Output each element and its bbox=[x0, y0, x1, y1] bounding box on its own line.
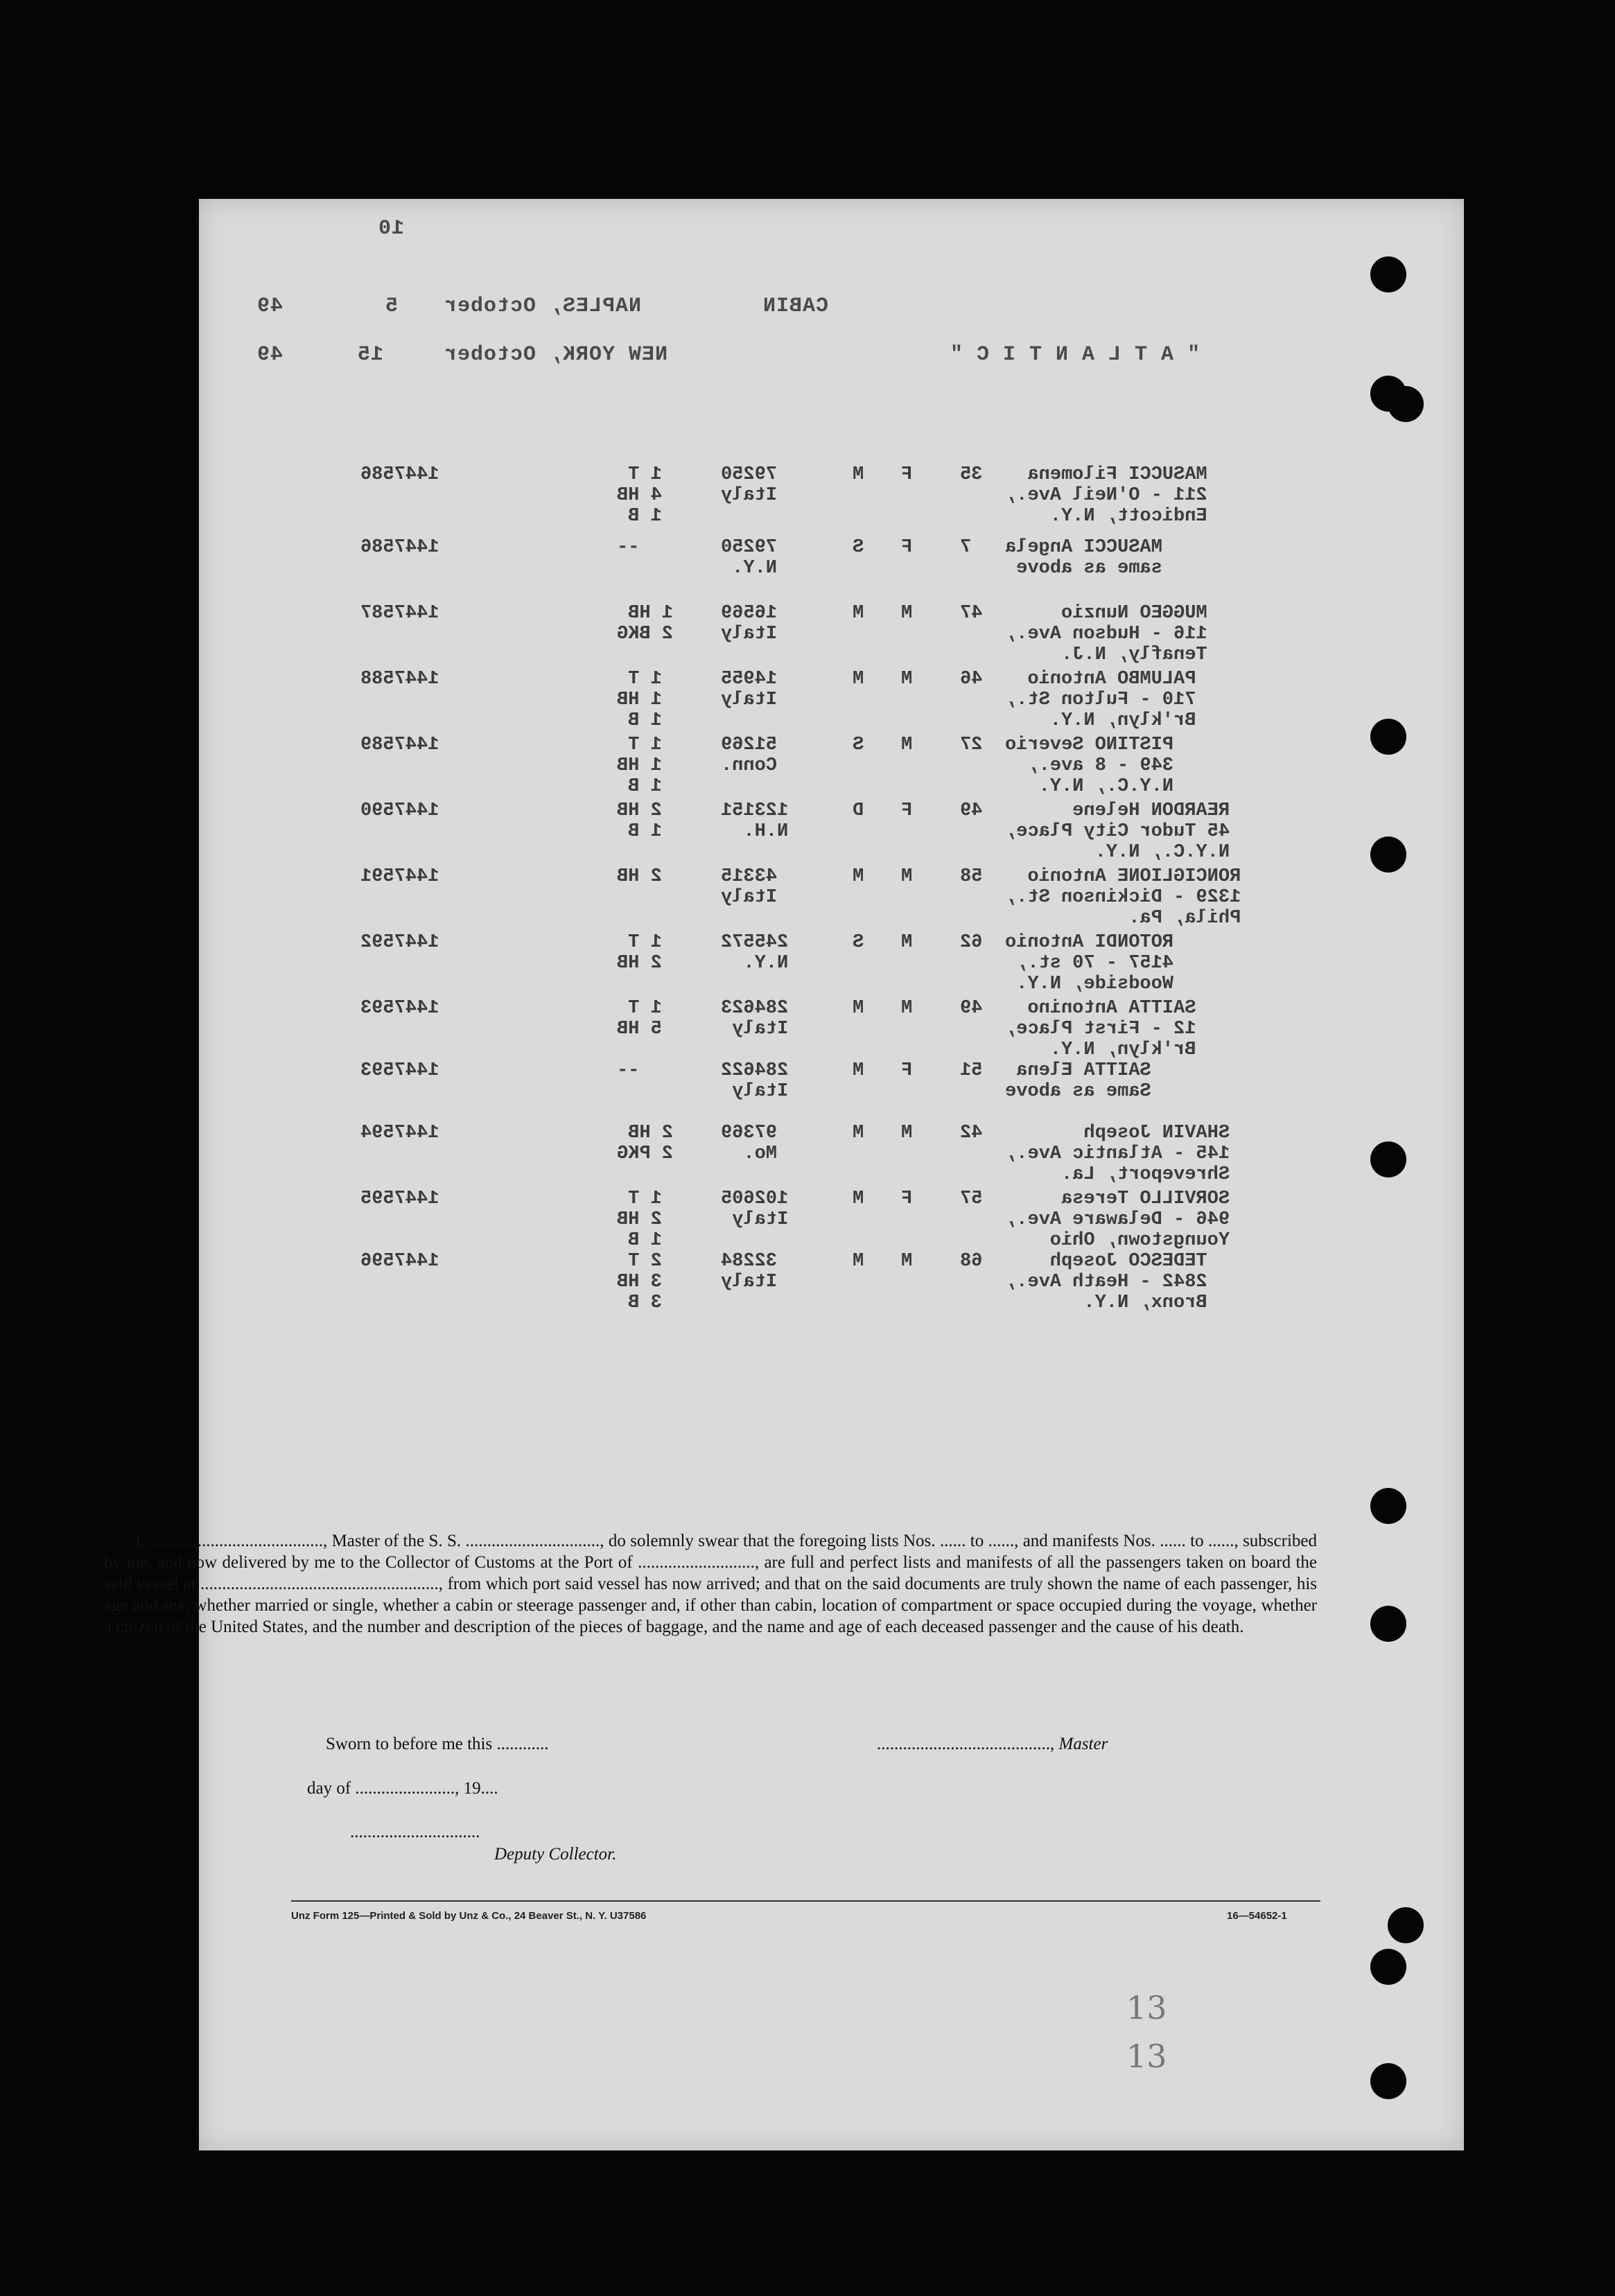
passenger-age bbox=[960, 1189, 982, 1209]
punch-hole bbox=[1370, 1141, 1406, 1177]
passenger-sex-line: M bbox=[901, 669, 913, 690]
passenger-baggage-line: -- bbox=[617, 537, 640, 558]
punch-hole bbox=[1388, 386, 1424, 422]
passenger-marital-status-line: S bbox=[853, 735, 864, 755]
sworn-line: Sworn to before me this ............ bbox=[326, 1735, 549, 1753]
passenger-name-address-line: 45 Tudor City Place, bbox=[1005, 821, 1230, 842]
passenger-ticket-line: 1447589 bbox=[360, 735, 439, 755]
passenger-age-line: 7 bbox=[960, 537, 972, 558]
passenger-marital-status-line: S bbox=[853, 932, 864, 953]
passenger-name-address-line: 710 - Fulton St., bbox=[1005, 690, 1196, 710]
passenger-baggage-line: 1 T bbox=[628, 464, 662, 485]
footer-rule bbox=[291, 1900, 1320, 1902]
passenger-sex-line: F bbox=[901, 1060, 913, 1081]
passenger-age bbox=[960, 735, 982, 755]
passenger-sex bbox=[901, 464, 912, 485]
passenger-sex bbox=[901, 800, 912, 821]
passenger-baggage-line: 2 BKG bbox=[617, 624, 674, 645]
passenger-baggage-line: 1 B bbox=[628, 1230, 662, 1251]
passenger-marital-status-line: M bbox=[853, 1060, 864, 1081]
passenger-name-address bbox=[1005, 669, 1196, 731]
header-day-2: 15 bbox=[357, 343, 384, 367]
passenger-baggage-line: 1 T bbox=[628, 998, 662, 1019]
passenger-ticket-line: 1447593 bbox=[360, 998, 439, 1019]
passenger-marital-status-line: D bbox=[853, 800, 864, 821]
passenger-sex-line: M bbox=[901, 603, 913, 624]
passenger-sex bbox=[901, 1251, 912, 1272]
passenger-sex bbox=[901, 1189, 912, 1209]
passenger-name-address-line: SAITTA Elena bbox=[1016, 1060, 1151, 1081]
passenger-document-number-line: Italy bbox=[721, 624, 778, 645]
passenger-baggage bbox=[617, 932, 662, 974]
passenger-document-number bbox=[721, 603, 777, 645]
passenger-age bbox=[960, 998, 982, 1019]
passenger-document-number bbox=[721, 1060, 788, 1102]
passenger-age bbox=[960, 537, 971, 558]
passenger-marital-status bbox=[853, 1251, 864, 1272]
passenger-age-line: 51 bbox=[960, 1060, 983, 1081]
passenger-sex-line: M bbox=[901, 932, 913, 953]
passenger-sex bbox=[901, 866, 912, 887]
passenger-name-address-line: 12 - First Place, bbox=[1005, 1019, 1196, 1040]
passenger-document-number-line: Italy bbox=[732, 1019, 789, 1040]
passenger-name-address bbox=[1005, 464, 1207, 527]
passenger-sex-line: M bbox=[901, 1123, 913, 1143]
passenger-baggage bbox=[617, 1251, 662, 1313]
passenger-document-number bbox=[721, 537, 777, 579]
passenger-sex bbox=[901, 1123, 912, 1143]
passenger-baggage-line: 1 HB bbox=[617, 690, 662, 710]
passenger-sex-line: M bbox=[901, 735, 913, 755]
passenger-age-line: 47 bbox=[960, 603, 983, 624]
passenger-name-address bbox=[1005, 932, 1173, 994]
passenger-sex-line: F bbox=[901, 800, 913, 821]
passenger-ticket bbox=[360, 464, 439, 485]
passenger-marital-status-line: M bbox=[853, 1123, 864, 1143]
passenger-baggage-line: 1 HB bbox=[628, 603, 674, 624]
passenger-ticket-line: 1447586 bbox=[360, 537, 439, 558]
page-number: 10 bbox=[378, 217, 405, 240]
passenger-name-address-line: PALUMBO Antonio bbox=[1027, 669, 1196, 690]
punch-hole bbox=[1370, 2063, 1406, 2099]
header-port-2: NEW YORK, October bbox=[444, 343, 668, 367]
passenger-document-number bbox=[721, 998, 788, 1040]
passenger-marital-status-line: M bbox=[853, 1189, 864, 1209]
passenger-baggage-line: 2 HB bbox=[628, 1123, 674, 1143]
passenger-document-number-line: 245572 bbox=[721, 932, 789, 953]
passenger-ticket bbox=[360, 1060, 439, 1081]
passenger-sex bbox=[901, 669, 912, 690]
passenger-ticket-line: 1447593 bbox=[360, 1060, 439, 1081]
passenger-name-address-line: Phila, Pa. bbox=[1128, 908, 1241, 929]
passenger-marital-status-line: M bbox=[853, 866, 864, 887]
punch-hole bbox=[1370, 1488, 1406, 1524]
passenger-document-number-line: Italy bbox=[721, 887, 778, 908]
passenger-age-line: 62 bbox=[960, 932, 983, 953]
passenger-document-number bbox=[721, 800, 788, 842]
passenger-document-number-line: 32284 bbox=[721, 1251, 778, 1272]
passenger-baggage-line: 1 HB bbox=[617, 755, 662, 776]
passenger-document-number-line: Italy bbox=[721, 485, 778, 506]
passenger-baggage bbox=[617, 735, 662, 797]
passenger-marital-status-line: M bbox=[853, 603, 864, 624]
passenger-baggage-line: 2 T bbox=[628, 1251, 662, 1272]
passenger-marital-status bbox=[853, 537, 864, 558]
passenger-name-address-line: Bronx, N.Y. bbox=[1083, 1292, 1207, 1313]
passenger-document-number-line: Mo. bbox=[743, 1143, 778, 1164]
passenger-ticket-line: 1447590 bbox=[360, 800, 439, 821]
passenger-baggage-line: 2 HB bbox=[617, 953, 662, 974]
passenger-baggage bbox=[617, 1060, 639, 1081]
passenger-document-number bbox=[721, 1251, 777, 1292]
header-year-2: 49 bbox=[256, 343, 283, 367]
passenger-sex bbox=[901, 603, 912, 624]
passenger-name-address bbox=[1005, 735, 1173, 797]
passenger-document-number-line: 43315 bbox=[721, 866, 778, 887]
passenger-age-line: 42 bbox=[960, 1123, 983, 1143]
passenger-marital-status-line: M bbox=[853, 464, 864, 485]
passenger-marital-status-line: M bbox=[853, 998, 864, 1019]
pencil-mark: 13 bbox=[1126, 1989, 1167, 2026]
passenger-ticket-line: 1447591 bbox=[360, 866, 439, 887]
passenger-baggage-line: 1 B bbox=[628, 821, 662, 842]
passenger-name-address-line: Youngstown, Ohio bbox=[1049, 1230, 1230, 1251]
passenger-name-address-line: Br'klyn, N.Y. bbox=[1049, 710, 1196, 731]
passenger-baggage bbox=[617, 603, 673, 645]
passenger-document-number-line: Italy bbox=[732, 1209, 789, 1230]
day-of-line: day of ......................., 19.... bbox=[307, 1779, 498, 1798]
passenger-ticket bbox=[360, 537, 439, 558]
passenger-name-address-line: 349 - 8 ave., bbox=[1027, 755, 1174, 776]
passenger-baggage-line: 2 HB bbox=[617, 1209, 662, 1230]
passenger-name-address-line: Woodside, N.Y. bbox=[1016, 974, 1174, 994]
passenger-document-number-line: 97369 bbox=[721, 1123, 778, 1143]
header-class: CABIN bbox=[762, 295, 829, 318]
passenger-name-address-line: Tenafly, N.J. bbox=[1061, 645, 1207, 665]
passenger-baggage bbox=[617, 1189, 662, 1251]
passenger-marital-status bbox=[853, 932, 864, 953]
declaration-text: I, ........................................, Master of the S. S. ..............................., do solemnly swear that the foregoing lists Nos. ...... to ......, and manifests Nos. ...... to ......, subscribed by me, and now delivered by me to the Collector of Customs at the Port of ..........................., are full and perfect lists and manifests of all the passengers taken on board the said vessel at ......................................................., from which port said vessel has now arrived; and that on the said documents are truly shown the name of each passenger, his age and sex, whether married or single, whether a cabin or steerage passenger and, if other than cabin, location of compartment or space occupied during the voyage, whether a citizen of the United States, and the number and description of the pieces of baggage, and the name and age of each deceased passenger and the cause of his death. bbox=[104, 1532, 1317, 1636]
passenger-name-address-line: MASUCCI Filomena bbox=[1027, 464, 1207, 485]
punch-hole bbox=[1370, 836, 1406, 873]
passenger-ticket-line: 1447587 bbox=[360, 603, 439, 624]
passenger-name-address-line: 211 - O'Neil Ave., bbox=[1005, 485, 1207, 506]
passenger-name-address-line: N.Y.C., N.Y. bbox=[1094, 842, 1230, 863]
passenger-sex bbox=[901, 537, 912, 558]
passenger-baggage-line: -- bbox=[617, 1060, 640, 1081]
passenger-document-number-line: 79250 bbox=[721, 537, 778, 558]
manifest-page bbox=[199, 199, 1464, 2150]
passenger-baggage-line: 2 PKG bbox=[617, 1143, 674, 1164]
passenger-marital-status bbox=[853, 1060, 864, 1081]
passenger-document-number-line: Conn. bbox=[721, 755, 778, 776]
passenger-name-address-line: SAITTA Antonino bbox=[1027, 998, 1196, 1019]
passenger-marital-status bbox=[853, 1189, 864, 1209]
passenger-baggage-line: 1 T bbox=[628, 932, 662, 953]
passenger-document-number bbox=[721, 464, 777, 506]
passenger-baggage-line: 5 HB bbox=[617, 1019, 662, 1040]
passenger-ticket bbox=[360, 998, 439, 1019]
passenger-name-address-line: PISTINO Severio bbox=[1005, 735, 1174, 755]
passenger-document-number-line: Italy bbox=[732, 1081, 789, 1102]
header-day-1: 5 bbox=[385, 295, 399, 318]
passenger-sex bbox=[901, 735, 912, 755]
passenger-baggage bbox=[617, 800, 662, 842]
passenger-document-number-line: N.Y. bbox=[743, 953, 789, 974]
passenger-document-number-line: 284623 bbox=[721, 998, 789, 1019]
passenger-baggage bbox=[617, 998, 662, 1040]
passenger-marital-status-line: M bbox=[853, 1251, 864, 1272]
passenger-name-address-line: 145 - Atlantic Ave., bbox=[1005, 1143, 1230, 1164]
passenger-name-address-line: 4157 - 70 st., bbox=[1016, 953, 1174, 974]
passenger-baggage bbox=[617, 537, 639, 558]
punch-hole bbox=[1370, 719, 1406, 755]
passenger-baggage-line: 1 T bbox=[628, 1189, 662, 1209]
passenger-sex-line: M bbox=[901, 1251, 913, 1272]
declaration bbox=[104, 1530, 1317, 1638]
passenger-baggage bbox=[617, 464, 662, 527]
passenger-age-line: 46 bbox=[960, 669, 983, 690]
passenger-age-line: 27 bbox=[960, 735, 983, 755]
passenger-document-number bbox=[721, 735, 777, 776]
passenger-marital-status-line: M bbox=[853, 669, 864, 690]
passenger-name-address bbox=[1005, 800, 1230, 863]
passenger-name-address bbox=[1005, 537, 1162, 579]
passenger-document-number bbox=[721, 669, 777, 710]
passenger-name-address bbox=[1005, 998, 1196, 1060]
passenger-name-address-line: SORVILLO Teresa bbox=[1061, 1189, 1230, 1209]
passenger-ticket bbox=[360, 1189, 439, 1209]
passenger-document-number-line: N.Y. bbox=[732, 558, 778, 579]
passenger-name-address-line: MASUCCI Angela bbox=[1005, 537, 1162, 558]
passenger-marital-status bbox=[853, 1123, 864, 1143]
passenger-ticket bbox=[360, 932, 439, 953]
passenger-age bbox=[960, 603, 982, 624]
passenger-name-address bbox=[1005, 1060, 1151, 1102]
ship-name: " A T L A N T I C " bbox=[950, 343, 1201, 367]
passenger-marital-status bbox=[853, 603, 864, 624]
passenger-age bbox=[960, 1251, 982, 1272]
passenger-ticket-line: 1447594 bbox=[360, 1123, 439, 1143]
passenger-document-number-line: 79250 bbox=[721, 464, 778, 485]
passenger-document-number-line: 123151 bbox=[721, 800, 789, 821]
punch-hole bbox=[1370, 256, 1406, 292]
passenger-baggage-line: 1 B bbox=[628, 776, 662, 797]
passenger-ticket bbox=[360, 1251, 439, 1272]
passenger-marital-status bbox=[853, 800, 864, 821]
passenger-ticket-line: 1447596 bbox=[360, 1251, 439, 1272]
passenger-name-address-line: Shreveport, La. bbox=[1061, 1164, 1230, 1185]
passenger-name-address-line: N.Y.C., N.Y. bbox=[1038, 776, 1174, 797]
passenger-name-address-line: 1329 - Dickinson St., bbox=[1005, 887, 1241, 908]
passenger-marital-status bbox=[853, 464, 864, 485]
passenger-age-line: 35 bbox=[960, 464, 983, 485]
passenger-document-number bbox=[721, 866, 777, 908]
passenger-document-number-line: 51269 bbox=[721, 735, 778, 755]
passenger-sex bbox=[901, 1060, 912, 1081]
passenger-sex bbox=[901, 932, 912, 953]
passenger-ticket bbox=[360, 735, 439, 755]
passenger-age bbox=[960, 800, 982, 821]
passenger-name-address-line: 946 - Delaware Ave., bbox=[1005, 1209, 1230, 1230]
passenger-name-address-line: TEDESCO Joseph bbox=[1049, 1251, 1207, 1272]
passenger-document-number bbox=[721, 1189, 788, 1230]
punch-hole bbox=[1388, 1907, 1424, 1943]
passenger-name-address-line: 2842 - Heath Ave., bbox=[1005, 1272, 1207, 1292]
passenger-document-number-line: Italy bbox=[721, 690, 778, 710]
master-signature-line bbox=[877, 1735, 1108, 1754]
passenger-sex-line: M bbox=[901, 866, 913, 887]
passenger-name-address-line: SHAVIN Joseph bbox=[1083, 1123, 1230, 1143]
passenger-age bbox=[960, 669, 982, 690]
passenger-marital-status bbox=[853, 735, 864, 755]
header-port-1: NAPLES, October bbox=[444, 295, 642, 318]
passenger-baggage-line: 1 T bbox=[628, 735, 662, 755]
passenger-ticket bbox=[360, 1123, 439, 1143]
passenger-marital-status bbox=[853, 669, 864, 690]
passenger-document-number-line: Italy bbox=[721, 1272, 778, 1292]
passenger-document-number-line: 102605 bbox=[721, 1189, 789, 1209]
passenger-ticket bbox=[360, 603, 439, 624]
passenger-document-number-line: N.H. bbox=[743, 821, 789, 842]
passenger-name-address-line: REARDON Helene bbox=[1072, 800, 1230, 821]
passenger-age bbox=[960, 1060, 982, 1081]
passenger-baggage-line: 3 B bbox=[628, 1292, 662, 1313]
passenger-name-address-line: Br'klyn, N.Y. bbox=[1049, 1040, 1196, 1060]
punch-hole bbox=[1370, 1606, 1406, 1642]
passenger-baggage bbox=[617, 669, 662, 731]
master-label: Master bbox=[1058, 1735, 1108, 1753]
passenger-age-line: 68 bbox=[960, 1251, 983, 1272]
passenger-sex-line: F bbox=[901, 1189, 913, 1209]
header-year-1: 49 bbox=[256, 295, 283, 318]
passenger-age-line: 49 bbox=[960, 800, 983, 821]
passenger-baggage-line: 4 HB bbox=[617, 485, 662, 506]
passenger-name-address bbox=[1005, 1189, 1230, 1251]
passenger-name-address bbox=[1005, 866, 1241, 929]
passenger-name-address bbox=[1005, 603, 1207, 665]
passenger-document-number-line: 284622 bbox=[721, 1060, 789, 1081]
passenger-document-number bbox=[721, 1123, 777, 1164]
passenger-marital-status bbox=[853, 998, 864, 1019]
passenger-name-address-line: ROTONDI Antonio bbox=[1005, 932, 1174, 953]
passenger-sex-line: M bbox=[901, 998, 913, 1019]
form-imprint: Unz Form 125—Printed & Sold by Unz & Co., 24 Beaver St., N. Y. U37586 bbox=[291, 1910, 647, 1922]
passenger-name-address bbox=[1005, 1123, 1230, 1185]
passenger-age-line: 58 bbox=[960, 866, 983, 887]
passenger-document-number-line: 14955 bbox=[721, 669, 778, 690]
passenger-sex-line: F bbox=[901, 464, 913, 485]
passenger-baggage-line: 1 B bbox=[628, 710, 662, 731]
master-dots: ........................................, bbox=[877, 1735, 1055, 1753]
passenger-name-address-line: 116 - Hudson Ave., bbox=[1005, 624, 1207, 645]
passenger-age bbox=[960, 866, 982, 887]
passenger-sex-line: F bbox=[901, 537, 913, 558]
passenger-age-line: 49 bbox=[960, 998, 983, 1019]
passenger-ticket bbox=[360, 866, 439, 887]
pencil-mark: 13 bbox=[1126, 2038, 1167, 2075]
punch-hole bbox=[1370, 1949, 1406, 1985]
passenger-document-number-line: 16569 bbox=[721, 603, 778, 624]
passenger-baggage-line: 1 T bbox=[628, 669, 662, 690]
passenger-ticket-line: 1447592 bbox=[360, 932, 439, 953]
passenger-baggage bbox=[617, 866, 662, 887]
form-number: 16—54652-1 bbox=[1227, 1910, 1287, 1922]
passenger-ticket-line: 1447588 bbox=[360, 669, 439, 690]
passenger-baggage-line: 2 HB bbox=[617, 866, 662, 887]
passenger-age-line: 57 bbox=[960, 1189, 983, 1209]
passenger-name-address bbox=[1005, 1251, 1207, 1313]
passenger-ticket bbox=[360, 669, 439, 690]
passenger-marital-status-line: S bbox=[853, 537, 864, 558]
passenger-ticket-line: 1447595 bbox=[360, 1189, 439, 1209]
passenger-sex bbox=[901, 998, 912, 1019]
passenger-age bbox=[960, 1123, 982, 1143]
passenger-ticket-line: 1447586 bbox=[360, 464, 439, 485]
passenger-age bbox=[960, 464, 982, 485]
passenger-baggage-line: 2 HB bbox=[617, 800, 662, 821]
passenger-baggage bbox=[617, 1123, 673, 1164]
passenger-baggage-line: 3 HB bbox=[617, 1272, 662, 1292]
passenger-name-address-line: Same as above bbox=[1005, 1081, 1151, 1102]
deputy-collector-label: Deputy Collector. bbox=[494, 1845, 617, 1864]
passenger-ticket bbox=[360, 800, 439, 821]
passenger-name-address-line: Endicott, N.Y. bbox=[1049, 506, 1207, 527]
passenger-name-address-line: MUGGEO Nunzio bbox=[1061, 603, 1207, 624]
passenger-marital-status bbox=[853, 866, 864, 887]
passenger-name-address-line: RONCIGLIONE Antonio bbox=[1027, 866, 1241, 887]
passenger-name-address-line: same as above bbox=[1016, 558, 1162, 579]
passenger-document-number bbox=[721, 932, 788, 974]
passenger-baggage-line: 1 B bbox=[628, 506, 662, 527]
passenger-age bbox=[960, 932, 982, 953]
deputy-dots: .............................. bbox=[350, 1823, 480, 1841]
